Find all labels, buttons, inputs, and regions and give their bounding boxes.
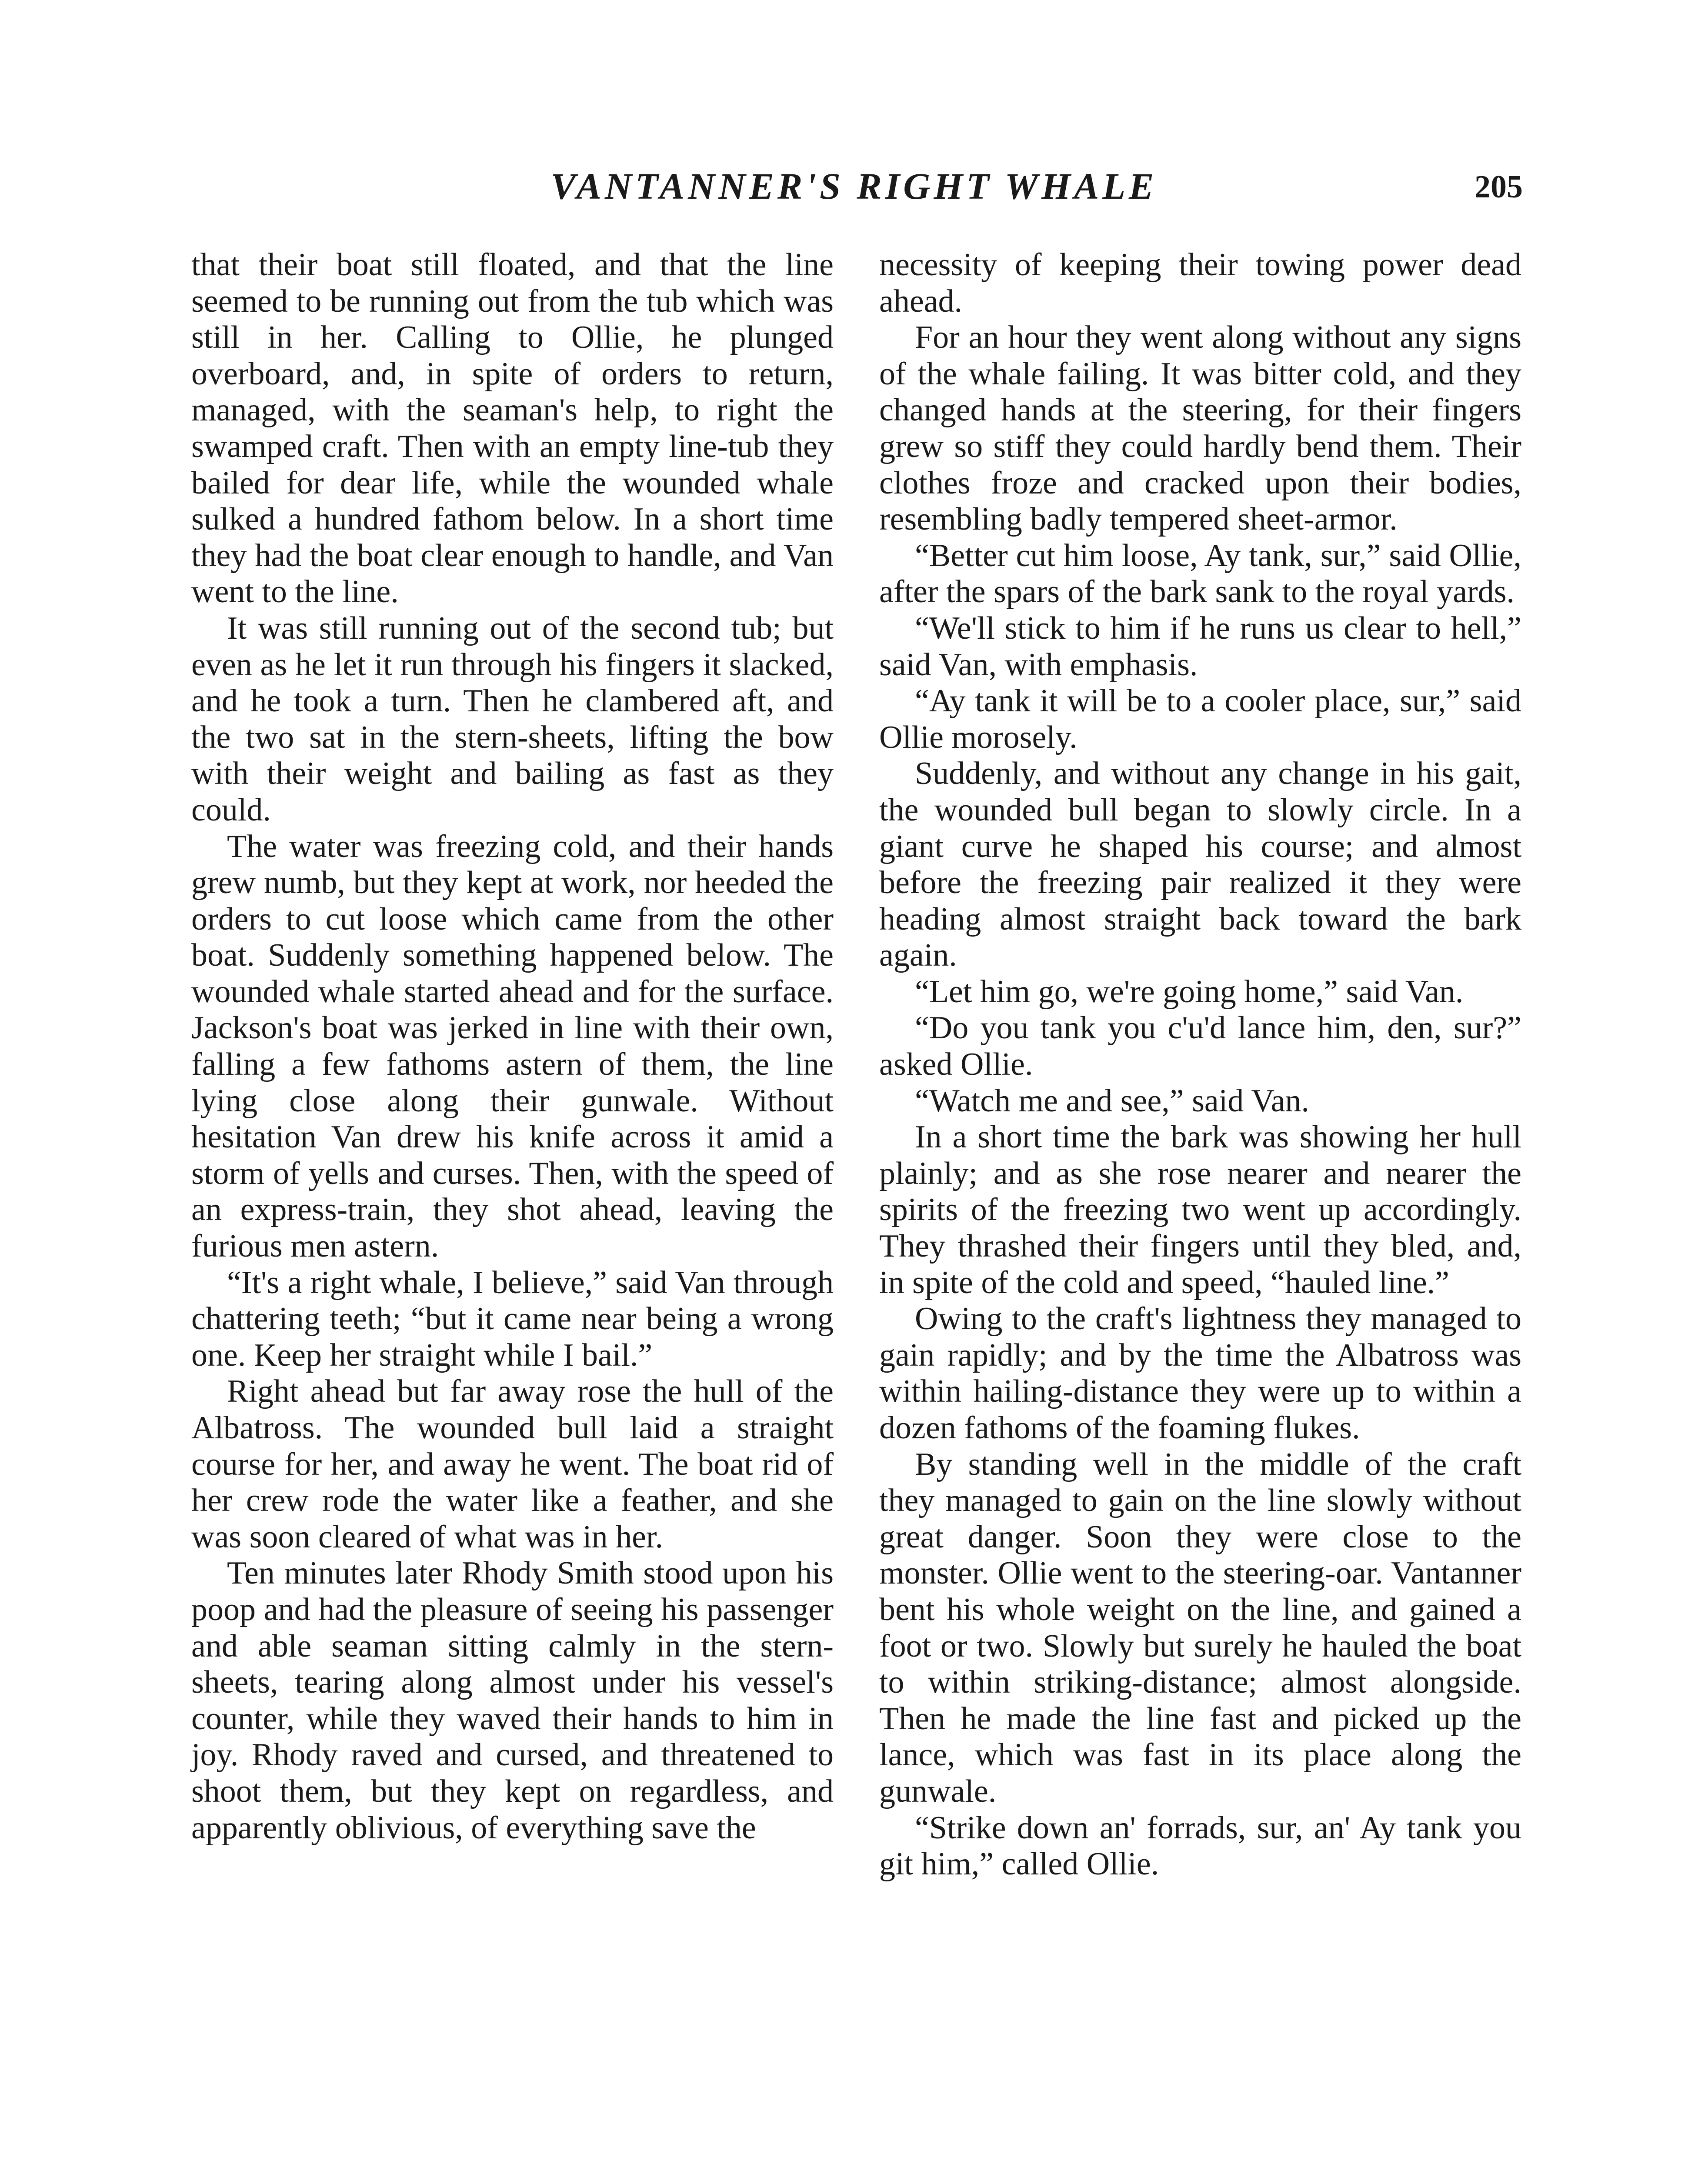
paragraph: By standing well in the middle of the craft they managed to gain on the line slowly without great danger. Soon they were close to the monster. Ollie went to the steering-oar. Vantanner bent his whole weight on the line, and gained a foot or two. Slowly but surely he hauled the boat to within striking-distance; almost alongside. Then he made the line fast and picked up the lance, which was fast in its place along the gunwale. bbox=[879, 1446, 1521, 1809]
paragraph: necessity of keeping their towing power dead ahead. bbox=[879, 247, 1521, 319]
paragraph: “Strike down an' forrads, sur, an' Ay tank you git him,” called Ollie. bbox=[879, 1810, 1521, 1882]
left-column bbox=[191, 247, 834, 1846]
paragraph: “We'll stick to him if he runs us clear to hell,” said Van, with emphasis. bbox=[879, 610, 1521, 683]
paragraph: The water was freezing cold, and their hands grew numb, but they kept at work, nor heeded the orders to cut loose which came from the other boat. Suddenly something happened below. The wounded whale started ahead and for the surface. Jackson's boat was jerked in line with their own, falling a few fathoms astern of them, the line lying close along their gunwale. Without hesitation Van drew his knife across it amid a storm of yells and curses. Then, with the speed of an express-train, they shot ahead, leaving the furious men astern. bbox=[191, 828, 834, 1264]
paragraph: “Ay tank it will be to a cooler place, sur,” said Ollie morosely. bbox=[879, 683, 1521, 755]
paragraph: Suddenly, and without any change in his gait, the wounded bull began to slowly circle. In a giant curve he shaped his course; and almost before the freezing pair realized it they were heading almost straight back toward the bark again. bbox=[879, 756, 1521, 974]
paragraph: “Better cut him loose, Ay tank, sur,” said Ollie, after the spars of the bark sank to the royal yards. bbox=[879, 537, 1521, 610]
paragraph: “Let him go, we're going home,” said Van. bbox=[915, 974, 1464, 1010]
right-column bbox=[879, 247, 1521, 1883]
running-head bbox=[0, 164, 1708, 221]
page-number: 205 bbox=[1474, 169, 1523, 205]
paragraph: Right ahead but far away rose the hull of the Albatross. The wounded bull laid a straight course for her, and away he went. The boat rid of her crew rode the water like a feather, and she was soon cleared of what was in her. bbox=[191, 1374, 834, 1555]
paragraph: In a short time the bark was showing her hull plainly; and as she rose nearer and nearer the spirits of the freezing two went up accordingly. They thrashed their fingers until they bled, and, in spite of the cold and speed, “hauled line.” bbox=[879, 1119, 1521, 1300]
paragraph: “It's a right whale, I believe,” said Van through chattering teeth; “but it came near being a wrong one. Keep her straight while I bail.” bbox=[191, 1264, 834, 1373]
paragraph: Ten minutes later Rhody Smith stood upon his poop and had the pleasure of seeing his passenger and able seaman sitting calmly in the stern-sheets, tearing along almost under his vessel's counter, while they waved their hands to him in joy. Rhody raved and cursed, and threatened to shoot them, but they kept on regardless, and apparently oblivious, of everything save the bbox=[191, 1555, 834, 1846]
running-title: VANTANNER'S RIGHT WHALE bbox=[550, 165, 1158, 207]
paragraph: It was still running out of the second tub; but even as he let it run through his fingers it slacked, and he took a turn. Then he clambered aft, and the two sat in the stern-sheets, lifting the bow with their weight and bailing as fast as they could. bbox=[191, 610, 834, 828]
paragraph: “Watch me and see,” said Van. bbox=[915, 1083, 1310, 1119]
paragraph: Owing to the craft's lightness they managed to gain rapidly; and by the time the Albatross was within hailing-distance they were up to within a dozen fathoms of the foaming flukes. bbox=[879, 1301, 1521, 1446]
paragraph: For an hour they went along without any signs of the whale failing. It was bitter cold, and they changed hands at the steering, for their fingers grew so stiff they could hardly bend them. Their clothes froze and cracked upon their bodies, resembling badly tempered sheet-armor. bbox=[879, 320, 1521, 537]
paragraph: that their boat still floated, and that the line seemed to be running out from the tub which was still in her. Calling to Ollie, he plunged overboard, and, in spite of orders to return, managed, with the seaman's help, to right the swamped craft. Then with an empty line-tub they bailed for dear life, while the wounded whale sulked a hundred fathom below. In a short time they had the boat clear enough to handle, and Van went to the line. bbox=[191, 247, 834, 610]
paragraph: “Do you tank you c'u'd lance him, den, sur?” asked Ollie. bbox=[879, 1010, 1521, 1083]
